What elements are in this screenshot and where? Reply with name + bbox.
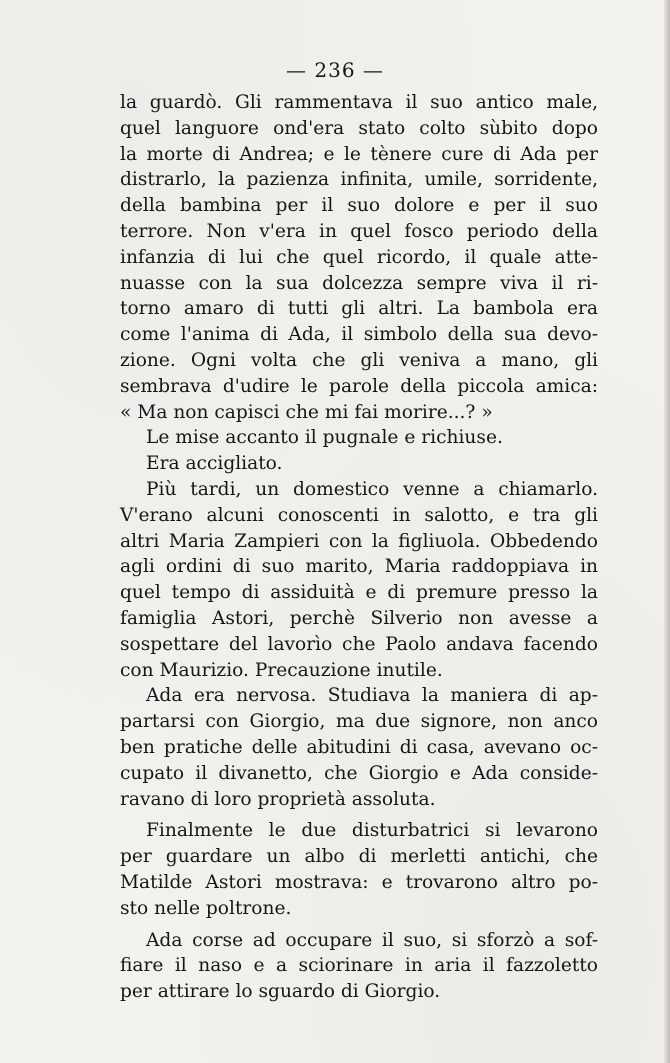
text-line: cupato il divanetto, che Giorgio e Ada conside- — [120, 762, 598, 784]
text-line: ravano di loro proprietà assoluta. — [120, 788, 436, 810]
text-line: sospettare del lavorìo che Paolo andava facendo — [120, 633, 598, 655]
text-line: « Ma non capisci che mi fai morire...? » — [120, 401, 493, 423]
text-line: sembrava d'udire le parole della piccola amica: — [120, 375, 598, 397]
text-line: Ada corse ad occupare il suo, si sforzò a sof- — [146, 929, 598, 951]
text-line: la guardò. Gli rammentava il suo antico male, — [120, 92, 598, 113]
text-line: sto nelle poltrone. — [120, 897, 292, 919]
text-line: infanzia di lui che quel ricordo, il quale atte- — [120, 246, 598, 268]
text-line: Era accigliato. — [146, 453, 283, 475]
text-line: famiglia Astori, perchè Silverio non avesse a — [120, 607, 598, 629]
text-line: partarsi con Giorgio, ma due signore, non anco — [120, 711, 598, 733]
text-line: agli ordini di suo marito, Maria raddoppiava in — [120, 556, 598, 578]
text-line: Più tardi, un domestico venne a chiamarlo. — [146, 478, 598, 500]
page-number: — 236 — — [286, 58, 384, 82]
text-line: distrarlo, la pazienza infinita, umile, sorridente, — [120, 169, 598, 191]
text-line: V'erano alcuni conoscenti in salotto, e tra gli — [120, 504, 598, 526]
page-edge-shadow — [664, 0, 670, 1063]
text-line: la morte di Andrea; e le tènere cure di Ada per — [120, 143, 598, 165]
text-line: Finalmente le due disturbatrici si levarono — [146, 820, 598, 842]
text-line: nuasse con la sua dolcezza sempre viva il ri- — [120, 272, 598, 294]
text-line: della bambina per il suo dolore e per il suo — [120, 195, 598, 217]
text-line: altri Maria Zampieri con la figliuola. Obbedendo — [120, 530, 598, 552]
text-line: per attirare lo sguardo di Giorgio. — [120, 981, 441, 1003]
text-line: Ada era nervosa. Studiava la maniera di ap- — [146, 685, 598, 707]
text-line: Le mise accanto il pugnale e richiuse. — [146, 427, 503, 449]
text-line: con Maurizio. Precauzione inutile. — [120, 659, 443, 681]
text-line: per guardare un albo di merletti antichi, che — [120, 846, 598, 868]
text-line: Matilde Astori mostrava: e trovarono altro po- — [120, 871, 598, 893]
text-line: terrore. Non v'era in quel fosco periodo della — [120, 220, 598, 242]
text-line: torno amaro di tutti gli altri. La bambola era — [120, 298, 598, 320]
text-line: come l'anima di Ada, il simbolo della sua devo- — [120, 324, 598, 346]
text-line: fiare il naso e a sciorinare in aria il fazzoletto — [120, 955, 598, 977]
text-line: quel languore ond'era stato colto sùbito dopo — [120, 117, 598, 139]
text-line: quel tempo di assiduità e di premure presso la — [120, 582, 598, 604]
text-line: zione. Ogni volta che gli veniva a mano, gli — [120, 349, 598, 371]
body-text — [120, 90, 598, 1005]
text-line: ben pratiche delle abitudini di casa, avevano oc- — [120, 736, 598, 758]
